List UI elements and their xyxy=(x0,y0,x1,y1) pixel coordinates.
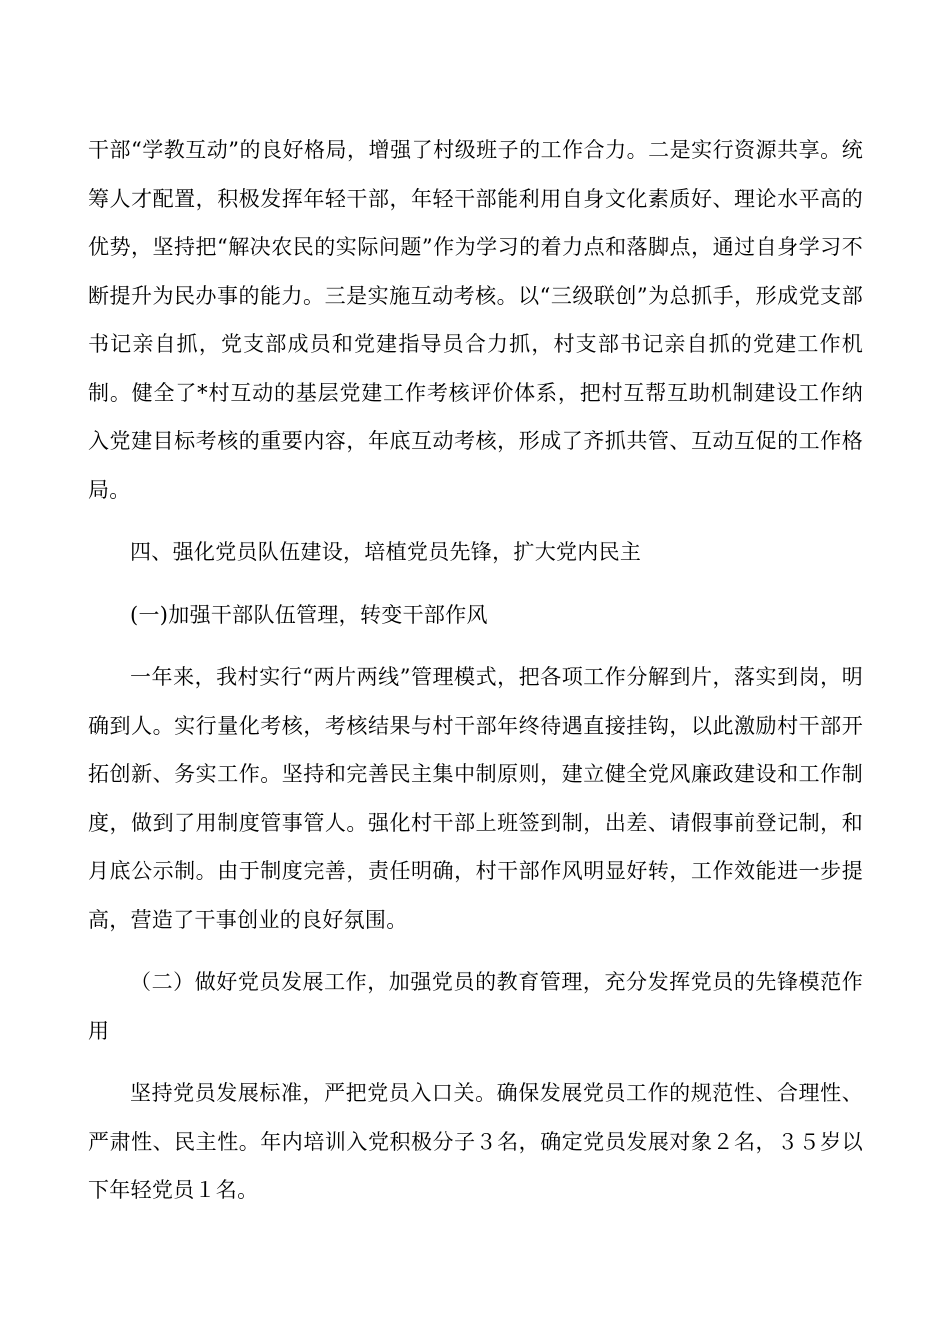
section-heading: 四、强化党员队伍建设，培植党员先锋，扩大党内民主 xyxy=(130,540,642,564)
document-body xyxy=(88,126,863,1215)
sub-heading-1: (一)加强干部队伍管理，转变干部作风 xyxy=(130,602,488,627)
paragraph-gap xyxy=(88,639,863,653)
paragraph-gap xyxy=(88,577,863,591)
paragraph-continued: 干部“学教互动”的良好格局，增强了村级班子的工作合力。二是实行资源共享。统筹人才配置，积极发挥年轻干部，年轻干部能利用自身文化素质好、理论水平高的优势，坚持把“解决农民的实际问题”作为学习的着力点和落脚点，通过自身学习不断提升为民办事的能力。三是实施互动考核。以“三级联创”为总抓手，形成党支部书记亲自抓，党支部成员和党建指导员合力抓，村支部书记亲自抓的党建工作机制。健全了*村互动的基层党建工作考核评价体系，把村互帮互助机制建设工作纳入党建目标考核的重要内容，年底互动考核，形成了齐抓共管、互动互促的工作格局。 xyxy=(88,138,863,502)
paragraph-gap xyxy=(88,944,863,958)
paragraph-gap xyxy=(88,514,863,528)
sub-heading-2: （二）做好党员发展工作，加强党员的教育管理，充分发挥党员的先锋模范作用 xyxy=(88,970,863,1043)
paragraph-member-development: 坚持党员发展标准，严把党员入口关。确保发展党员工作的规范性、合理性、严肃性、民主性。年内培训入党积极分子３名，确定党员发展对象２名，３５岁以下年轻党员１名。 xyxy=(88,1081,863,1202)
paragraph-gap xyxy=(88,1055,863,1069)
paragraph-cadre-management: 一年来，我村实行“两片两线”管理模式，把各项工作分解到片，落实到岗，明确到人。实行量化考核，考核结果与村干部年终待遇直接挂钩，以此激励村干部开拓创新、务实工作。坚持和完善民主集中制原则，建立健全党风廉政建设和工作制度，做到了用制度管事管人。强化村干部上班签到制，出差、请假事前登记制，和月底公示制。由于制度完善，责任明确，村干部作风明显好转，工作效能进一步提高，营造了干事创业的良好氛围。 xyxy=(88,665,863,932)
